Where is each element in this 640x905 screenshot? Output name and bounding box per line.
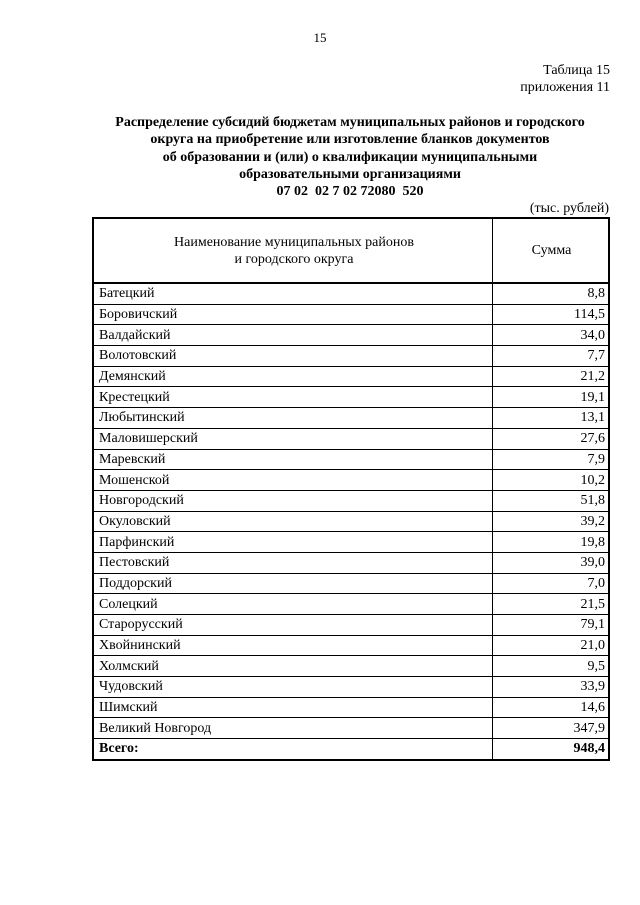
table-row [93, 697, 609, 718]
table-row [93, 532, 609, 553]
district-sum: 39,0 [493, 552, 610, 573]
subsidy-table [92, 217, 610, 761]
district-sum: 13,1 [493, 408, 610, 429]
table-row [93, 325, 609, 346]
district-name: Шимский [93, 697, 493, 718]
district-name: Поддорский [93, 573, 493, 594]
budget-code: 07 02 02 7 02 72080 520 [276, 184, 424, 200]
table-row [93, 635, 609, 656]
table-row [93, 594, 609, 615]
district-name: Маревский [93, 449, 493, 470]
district-name: Парфинский [93, 532, 493, 553]
title-line-4: образовательными организациями [239, 166, 461, 182]
table-row [93, 387, 609, 408]
table-header-row [93, 218, 609, 283]
total-label: Всего: [93, 739, 493, 760]
table-row [93, 656, 609, 677]
table-row [93, 428, 609, 449]
table-row [93, 677, 609, 698]
header-name-line2: и городского округа [234, 251, 354, 267]
district-sum: 14,6 [493, 697, 610, 718]
district-name: Хвойнинский [93, 635, 493, 656]
district-sum: 10,2 [493, 470, 610, 491]
district-sum: 8,8 [493, 283, 610, 304]
total-sum: 948,4 [493, 739, 610, 760]
district-sum: 7,9 [493, 449, 610, 470]
title-line-3: об образовании и (или) о квалификации муниципальными [162, 149, 538, 165]
district-sum: 21,5 [493, 594, 610, 615]
header-name-line1: Наименование муниципальных районов [174, 234, 414, 250]
district-name: Окуловский [93, 511, 493, 532]
table-row [93, 346, 609, 367]
district-name: Великий Новгород [93, 718, 493, 739]
table-row [93, 449, 609, 470]
table-row [93, 366, 609, 387]
district-name: Крестецкий [93, 387, 493, 408]
district-name: Солецкий [93, 594, 493, 615]
district-name: Холмский [93, 656, 493, 677]
table-caption-line1: Таблица 15 [543, 63, 610, 78]
district-sum: 51,8 [493, 490, 610, 511]
unit-label: (тыс. рублей) [529, 201, 609, 216]
page-number: 15 [313, 30, 327, 45]
district-name: Любытинский [93, 408, 493, 429]
district-name: Боровичский [93, 304, 493, 325]
district-sum: 34,0 [493, 325, 610, 346]
table-row [93, 718, 609, 739]
district-name: Старорусский [93, 615, 493, 636]
table-row [93, 573, 609, 594]
table-row [93, 283, 609, 304]
district-name: Валдайский [93, 325, 493, 346]
title-line-1: Распределение субсидий бюджетам муниципальных районов и городского [115, 115, 585, 130]
total-row [93, 739, 609, 760]
document-title [60, 114, 640, 200]
district-sum: 9,5 [493, 656, 610, 677]
district-sum: 21,0 [493, 635, 610, 656]
header-name [93, 218, 493, 283]
district-sum: 347,9 [493, 718, 610, 739]
table-body [93, 283, 609, 739]
table-caption-line2: приложения 11 [520, 80, 610, 95]
district-sum: 27,6 [493, 428, 610, 449]
district-sum: 21,2 [493, 366, 610, 387]
district-sum: 114,5 [493, 304, 610, 325]
district-sum: 39,2 [493, 511, 610, 532]
district-name: Демянский [93, 366, 493, 387]
district-sum: 7,0 [493, 573, 610, 594]
district-name: Батецкий [93, 283, 493, 304]
district-sum: 19,8 [493, 532, 610, 553]
district-sum: 33,9 [493, 677, 610, 698]
title-line-2: округа на приобретение или изготовление бланков документов [150, 132, 550, 148]
district-name: Волотовский [93, 346, 493, 367]
district-name: Чудовский [93, 677, 493, 698]
district-name: Новгородский [93, 490, 493, 511]
table-row [93, 552, 609, 573]
header-sum: Сумма [493, 218, 610, 283]
district-name: Пестовский [93, 552, 493, 573]
table-row [93, 304, 609, 325]
district-sum: 79,1 [493, 615, 610, 636]
table-row [93, 490, 609, 511]
district-sum: 7,7 [493, 346, 610, 367]
table-row [93, 511, 609, 532]
table-row [93, 470, 609, 491]
table-row [93, 615, 609, 636]
table-caption [520, 62, 610, 96]
district-name: Маловишерский [93, 428, 493, 449]
district-name: Мошенской [93, 470, 493, 491]
district-sum: 19,1 [493, 387, 610, 408]
table-row [93, 408, 609, 429]
